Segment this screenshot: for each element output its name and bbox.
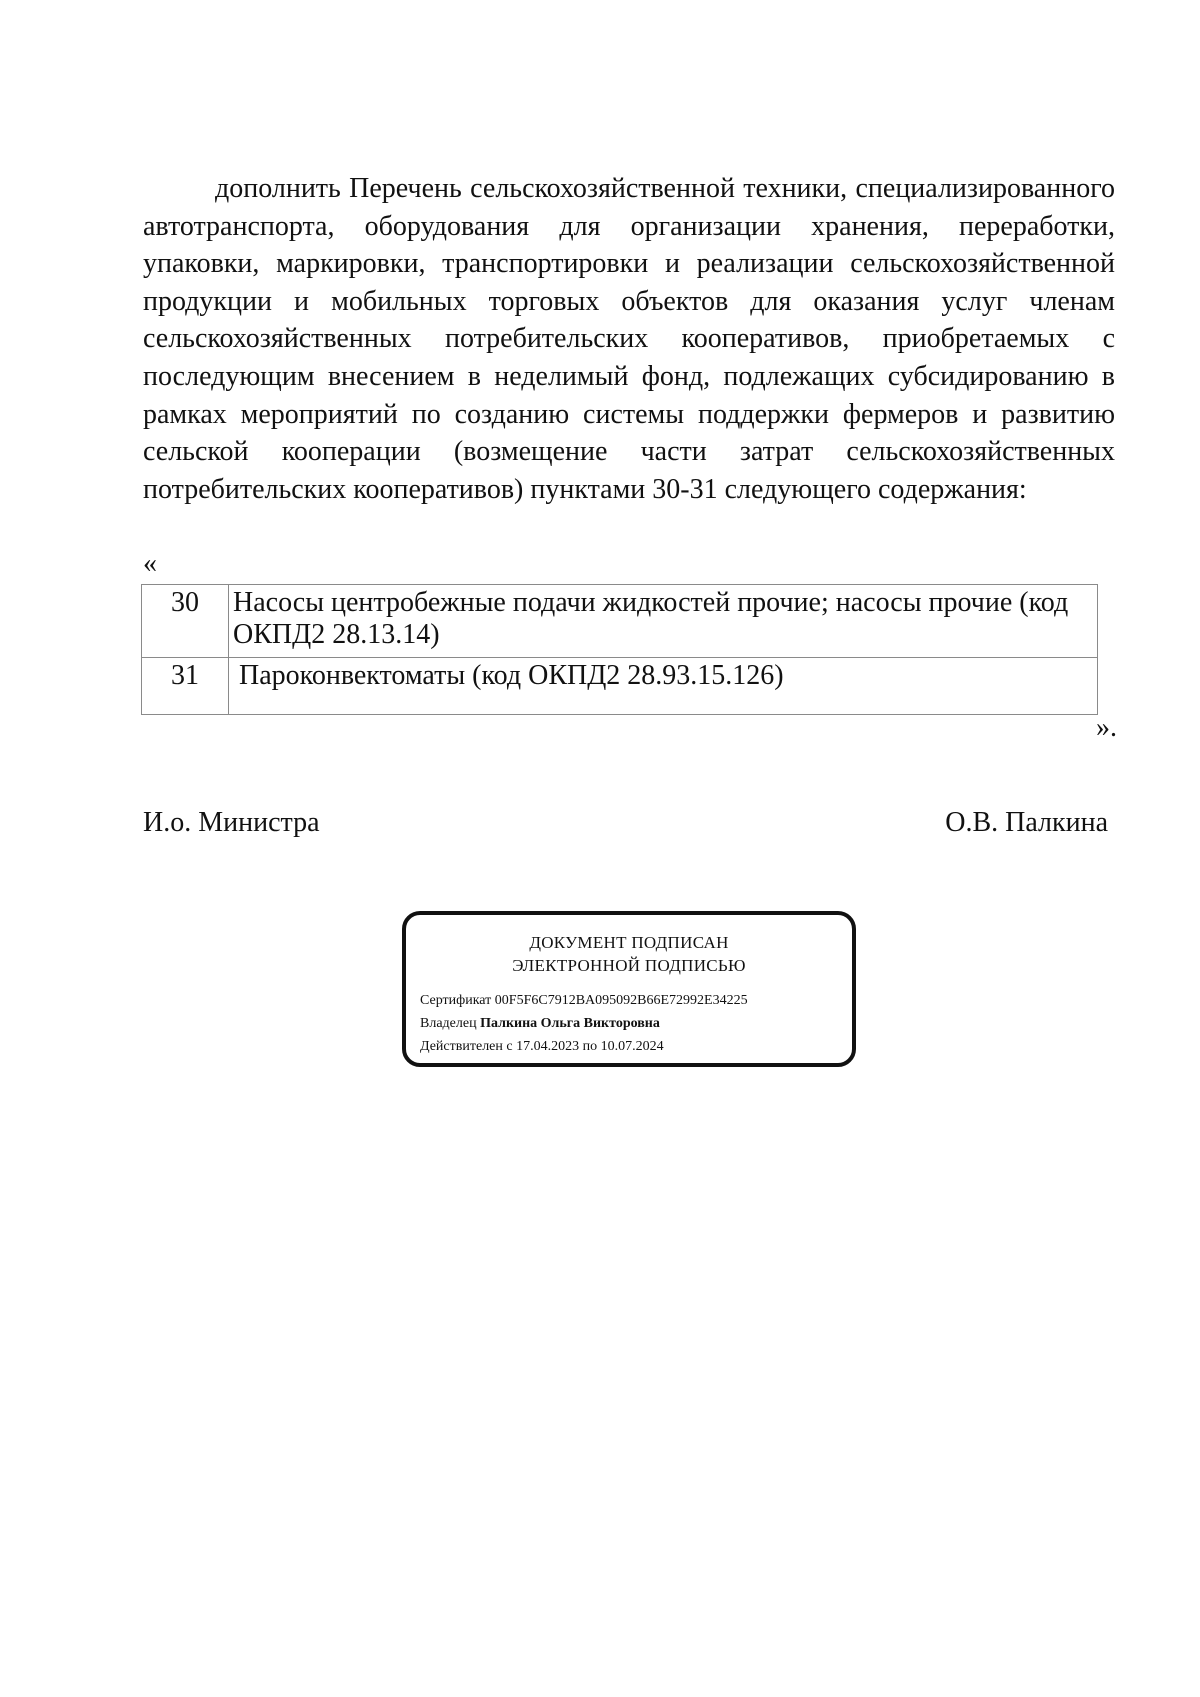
certificate-label: Сертификат [420, 993, 492, 1008]
valid-to: 10.07.2024 [600, 1039, 664, 1054]
signer-name: О.В. Палкина [945, 807, 1108, 838]
stamp-certificate [420, 989, 852, 1012]
row-text [229, 585, 1098, 658]
certificate-value: 00F5F6C7912BA095092B66E72992E34225 [494, 993, 748, 1008]
stamp-owner [420, 1012, 852, 1035]
items-table [141, 584, 1098, 715]
valid-from-label: с [506, 1039, 513, 1054]
signer-position: И.о. Министра [143, 807, 320, 838]
electronic-signature-stamp [402, 911, 856, 1067]
opening-quote: « [143, 548, 157, 579]
owner-value: Палкина Ольга Викторовна [480, 1016, 660, 1031]
valid-from: 17.04.2023 [516, 1039, 580, 1054]
valid-label: Действителен [420, 1039, 503, 1054]
closing-quote: ». [1096, 712, 1117, 743]
row-text: Пароконвектоматы (код ОКПД2 28.93.15.126) [229, 658, 1098, 715]
row-text-line: ОКПД2 28.13.14) [233, 619, 440, 650]
row-text-line: Насосы центробежные подачи жидкостей прочие; насосы прочие (код [233, 587, 1069, 618]
owner-label: Владелец [420, 1016, 477, 1031]
stamp-title [406, 931, 852, 977]
stamp-title-line: ДОКУМЕНТ ПОДПИСАН [529, 933, 729, 952]
table-row [142, 585, 1098, 658]
body-paragraph: дополнить Перечень сельскохозяйственной техники, специализированного автотранспорта, оборудования для организации хранения, переработки, упаковки, маркировки, транспортировки и реализации сельскохозяйственной продукции и мобильных торговых объектов для оказания услуг членам сельскохозяйственных потребительских кооперативов, приобретаемых с последующим внесением в неделимый фонд, подлежащих субсидированию в рамках мероприятий по созданию системы поддержки фермеров и развитию сельской кооперации (возмещение части затрат сельскохозяйственных потребительских кооперативов) пунктами 30-31 следующего содержания: [143, 173, 1115, 505]
stamp-title-line: ЭЛЕКТРОННОЙ ПОДПИСЬЮ [512, 956, 746, 975]
valid-to-label: по [582, 1039, 598, 1054]
stamp-details [420, 989, 852, 1058]
table-row [142, 658, 1098, 715]
row-number: 31 [142, 658, 229, 715]
stamp-validity [420, 1035, 852, 1058]
row-number: 30 [142, 585, 229, 658]
